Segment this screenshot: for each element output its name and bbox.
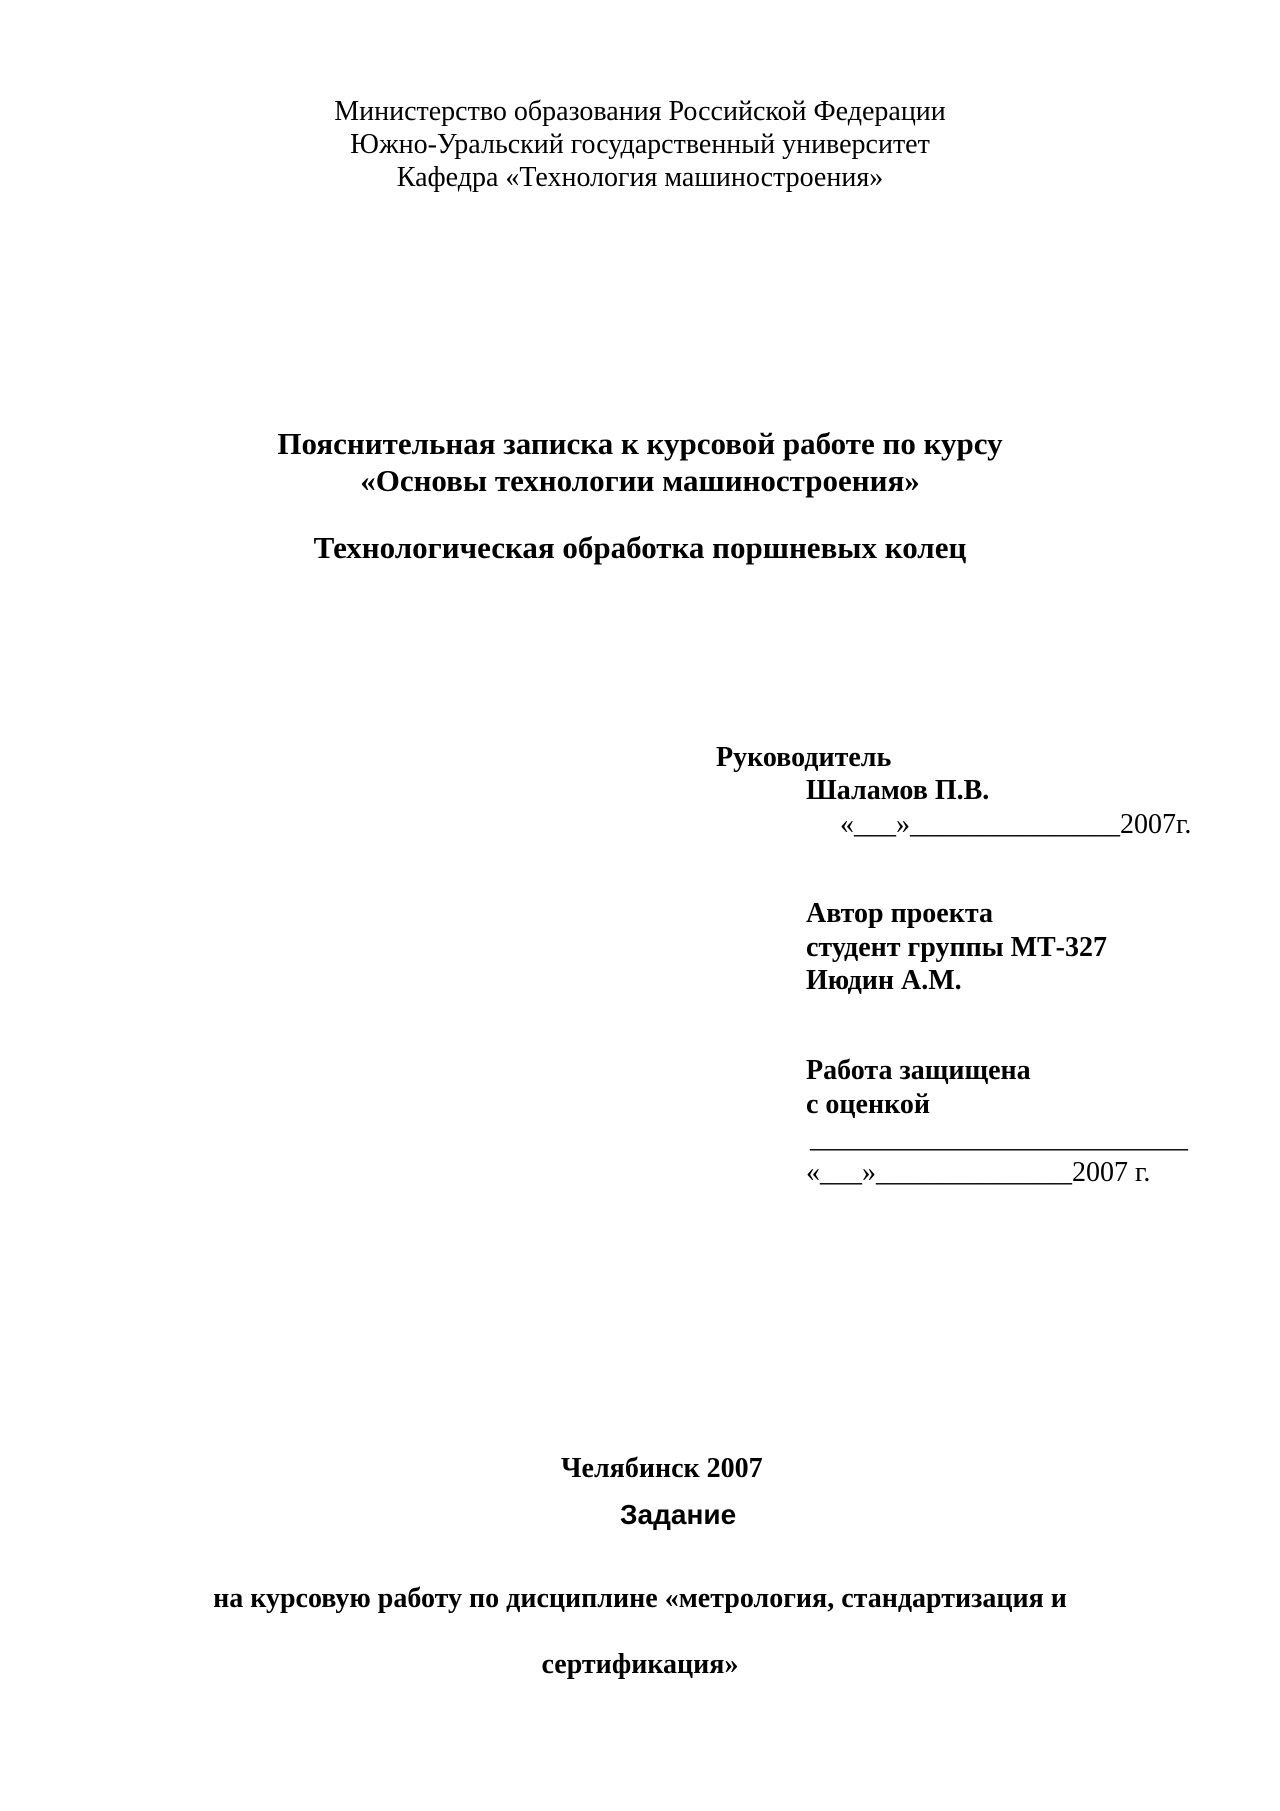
document-title-line-2: «Основы технологии машиностроения» — [360, 463, 920, 498]
author-name: Июдин А.М. — [806, 965, 962, 996]
assignment-line-2: сертификация» — [541, 1649, 739, 1680]
document-title-line-1: Пояснительная записка к курсовой работе по курсу — [277, 426, 1003, 461]
university-line: Южно-Уральский государственный университет — [350, 129, 930, 160]
department-line: Кафедра «Технология машиностроения» — [396, 162, 884, 193]
document-topic: Технологическая обработка поршневых колец — [313, 530, 967, 565]
city-year: Челябинск 2007 — [561, 1453, 763, 1484]
author-label: Автор проекта — [806, 898, 993, 929]
grade-label: с оценкой — [806, 1089, 931, 1120]
supervisor-name: Шаламов П.В. — [806, 775, 990, 806]
defense-date-line: «___»______________2007 г. — [806, 1157, 1151, 1188]
supervisor-date-line: «___»_______________2007г. — [840, 809, 1192, 840]
assignment-line-1: на курсовую работу по дисциплине «метрология, стандартизация и — [213, 1583, 1067, 1614]
grade-blank-line: ___________________________ — [810, 1123, 1188, 1154]
assignment-heading: Задание — [620, 1499, 737, 1530]
defense-label: Работа защищена — [806, 1055, 1031, 1086]
ministry-line: Министерство образования Российской Федерации — [334, 96, 946, 127]
author-group: студент группы МТ-327 — [806, 932, 1107, 963]
supervisor-label: Руководитель — [716, 742, 892, 773]
